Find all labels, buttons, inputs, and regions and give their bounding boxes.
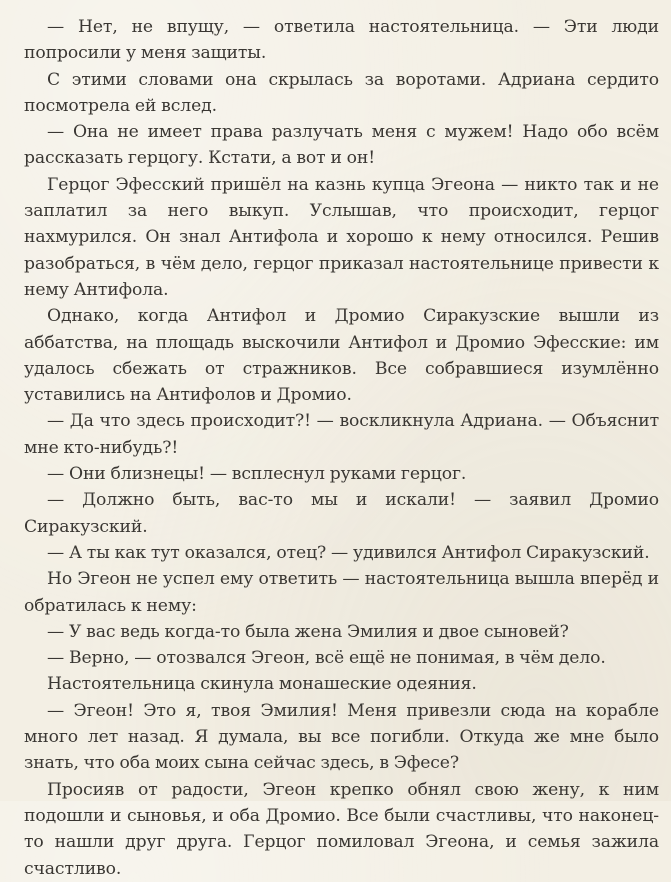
paragraph: — Эгеон! Это я, твоя Эмилия! Меня привезли сюда на корабле много лет назад. Я думала, вы все погибли. Откуда же мне было знать, что оба моих сына сейчас здесь, в Эфесе? [24,700,659,774]
paragraph: — У вас ведь когда-то была жена Эмилия и двое сыновей? [47,621,569,642]
paragraph: С этими словами она скрылась за воротами. Адриана сердито посмотрела ей вслед. [24,69,659,116]
paragraph: — Верно, — отозвался Эгеон, всё ещё не понимая, в чём дело. [47,648,606,669]
paragraph: Однако, когда Антифол и Дромио Сиракузские вышли из аббатства, на площадь выскочили Антифол и Дромио Эфесские: им удалось сбежать от стражников. Все собравшиеся изумлённо уставились на Антифолов и Дромио. [24,306,659,406]
paragraph: Просияв от радости, Эгеон крепко обнял свою жену, к ним подошли и сыновья, и оба Дромио. Все были счастливы, что наконец-то нашли друг друга. Герцог помиловал Эгеона, и семья зажила счастливо. [24,779,659,879]
paragraph: — Должно быть, вас-то мы и искали! — заявил Дромио Сиракузский. [24,490,659,537]
paragraph: — Они близнецы! — всплеснул руками герцог. [47,464,467,485]
paragraph: — А ты как тут оказался, отец? — удивился Антифол Сиракузский. [47,542,650,563]
paragraph: Герцог Эфесский пришёл на казнь купца Эгеона — никто так и не заплатил за него выкуп. Услышав, что происходит, герцог нахмурился. Он знал Антифола и хорошо к нему относился. Решив разобраться, в чём дело, герцог приказал настоятельнице привести к нему Антифола. [24,174,659,300]
paragraph: — Она не имеет права разлучать меня с мужем! Надо обо всём рассказать герцогу. Кстати, а вот и он! [24,122,659,169]
paragraph: Настоятельница скинула монашеские одеяния. [47,674,477,695]
paragraph: — Да что здесь происходит?! — воскликнула Адриана. — Объяснит мне кто-нибудь?! [24,411,659,458]
paragraph: Но Эгеон не успел ему ответить — настоятельница вышла вперёд и обратилась к нему: [24,569,659,616]
paragraph: — Нет, не впущу, — ответила настоятельница. — Эти люди попросили у меня защиты. [24,17,659,64]
